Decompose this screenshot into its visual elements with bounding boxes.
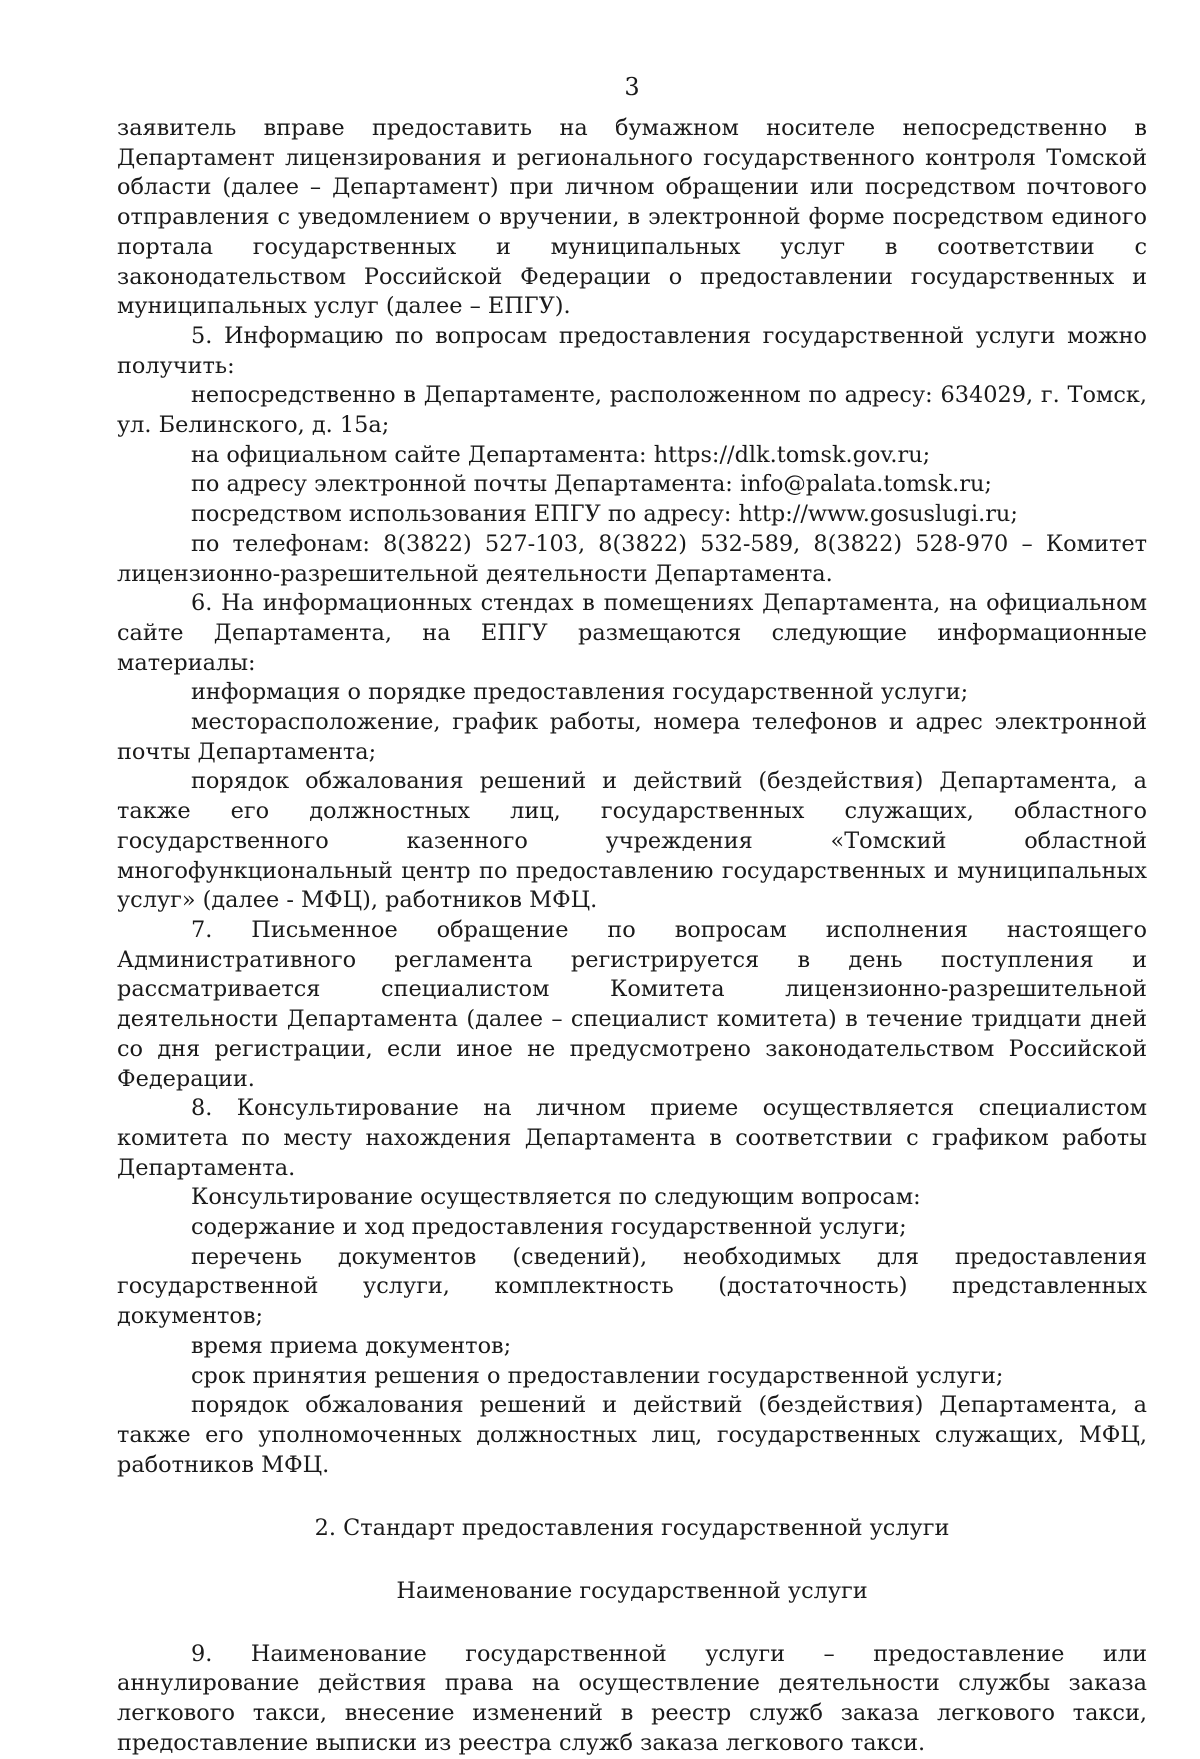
page-number: 3 (624, 73, 640, 101)
paragraph: порядок обжалования решений и действий (бездействия) Департамента, а также его должностных лиц, государственных служащих, областного государственного казенного учреждения «Томский областной многофункциональный центр по предоставлению государственных и муниципальных услуг» (далее - МФЦ), работников МФЦ. (117, 768, 1147, 914)
paragraph: на официальном сайте Департамента: https://dlk.tomsk.gov.ru; (191, 441, 931, 468)
paragraph: порядок обжалования решений и действий (бездействия) Департамента, а также его уполномоченных должностных лиц, государственных служащих, МФЦ, работников МФЦ. (117, 1392, 1147, 1478)
paragraph: 5. Информацию по вопросам предоставления государственной услуги можно получить: (117, 322, 1147, 379)
paragraph: 6. На информационных стендах в помещениях Департамента, на официальном сайте Департамента, на ЕПГУ размещаются следующие информационные материалы: (117, 590, 1147, 676)
section-heading: 2. Стандарт предоставления государственной услуги (314, 1515, 950, 1542)
paragraph: 8. Консультирование на личном приеме осуществляется специалистом комитета по месту нахождения Департамента в соответствии с графиком работы Департамента. (117, 1095, 1147, 1181)
paragraph: 9. Наименование государственной услуги – предоставление или аннулирование действия права на осуществление деятельности службы заказа легкового такси, внесение изменений в реестр служб заказа легкового такси, предоставление выписки из реестра служб заказа легкового такси. (117, 1640, 1147, 1756)
document-body-bottom (117, 1640, 1147, 1759)
paragraph: перечень документов (сведений), необходимых для предоставления государственной услуги, комплектность (достаточность) представленных документов; (117, 1243, 1147, 1330)
paragraph: Консультирование осуществляется по следующим вопросам: (191, 1184, 921, 1211)
document-page (117, 72, 1147, 1759)
paragraph: месторасположение, график работы, номера телефонов и адрес электронной почты Департамента; (117, 709, 1147, 765)
paragraph: по адресу электронной почты Департамента: info@palata.tomsk.ru; (191, 471, 992, 498)
paragraph: непосредственно в Департаменте, расположенном по адресу: 634029, г. Томск, ул. Белинского, д. 15а; (117, 382, 1147, 439)
paragraph: содержание и ход предоставления государственной услуги; (191, 1214, 907, 1241)
paragraph: 7. Письменное обращение по вопросам исполнения настоящего Административного регламента регистрируется в день поступления и рассматривается специалистом Комитета лицензионно-разрешительной деятельности Департамента (далее – специалист комитета) в течение тридцати дней со дня регистрации, если иное не предусмотрено законодательством Российской Федерации. (117, 916, 1147, 1092)
paragraph: посредством использования ЕПГУ по адресу: http://www.gosuslugi.ru; (191, 501, 1018, 528)
paragraph: по телефонам: 8(3822) 527-103, 8(3822) 532-589, 8(3822) 528-970 – Комитет лицензионно-разрешительной деятельности Департамента. (117, 530, 1147, 587)
paragraph: срок принятия решения о предоставлении государственной услуги; (191, 1362, 1004, 1389)
document-body-top (117, 114, 1147, 1480)
subsection-heading: Наименование государственной услуги (396, 1578, 868, 1605)
paragraph: информация о порядке предоставления государственной услуги; (191, 679, 969, 706)
paragraph: заявитель вправе предоставить на бумажном носителе непосредственно в Департамент лицензирования и регионального государственного контроля Томской области (далее – Департамент) при личном обращении или посредством почтового отправления с уведомлением о вручении, в электронной форме посредством единого портала государственных и муниципальных услуг в соответствии с законодательством Российской Федерации о предоставлении государственных и муниципальных услуг (далее – ЕПГУ). (117, 115, 1147, 320)
paragraph: время приема документов; (191, 1332, 512, 1359)
